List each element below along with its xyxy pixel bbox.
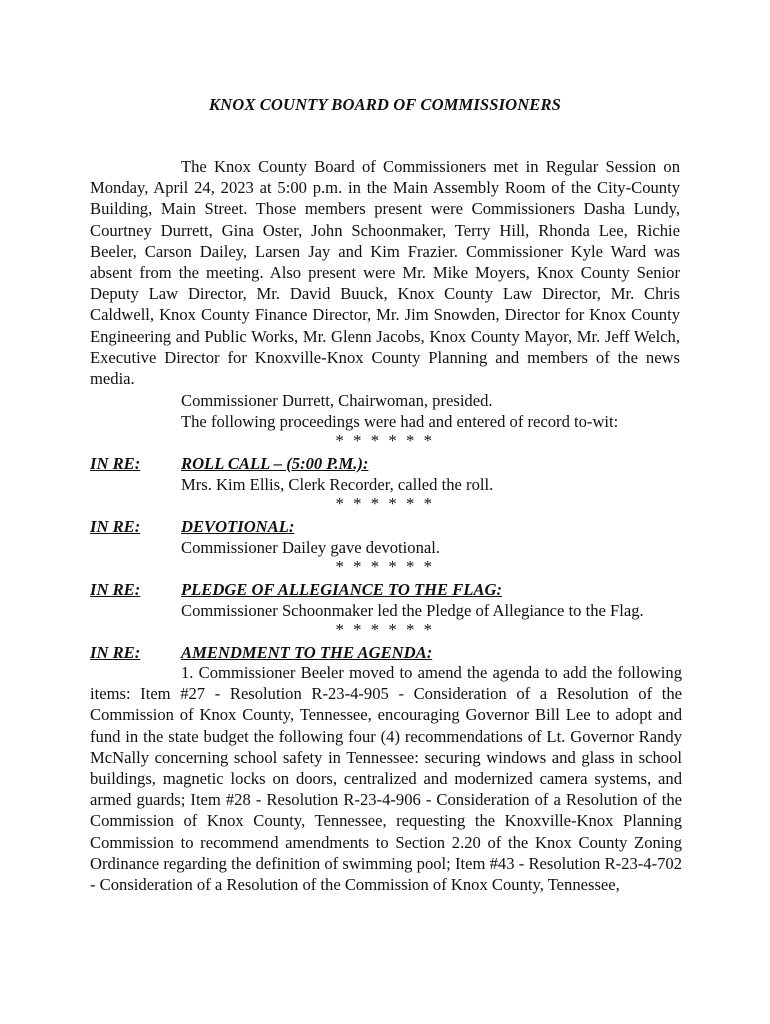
section-heading-devotional: DEVOTIONAL: <box>181 517 295 536</box>
in-re-label: IN RE: <box>90 454 141 473</box>
section-body-pledge: Commissioner Schoonmaker led the Pledge of Allegiance to the Flag. <box>181 601 644 620</box>
section-heading-roll-call: ROLL CALL – (5:00 P.M.): <box>181 454 369 473</box>
separator: * * * * * * <box>335 620 435 639</box>
intro-paragraph: The Knox County Board of Commissioners met in Regular Session on Monday, April 24, 2023 at 5:00 p.m. in the Main Assembly Room of the City-County Building, Main Street. Those members present were Commissioners Dasha Lundy, Courtney Durrett, Gina Oster, John Schoonmaker, Terry Hill, Rhonda Lee, Richie Beeler, Carson Dailey, Larsen Jay and Kim Frazier. Commissioner Kyle Ward was absent from the meeting. Also present were Mr. Mike Moyers, Knox County Senior Deputy Law Director, Mr. David Buuck, Knox County Law Director, Mr. Chris Caldwell, Knox County Finance Director, Mr. Jim Snowden, Director for Knox County Engineering and Public Works, Mr. Glenn Jacobs, Knox County Mayor, Mr. Jeff Welch, Executive Director for Knoxville-Knox County Planning and members of the news media. <box>90 157 680 389</box>
separator: * * * * * * <box>335 494 435 513</box>
separator: * * * * * * <box>335 431 435 450</box>
section-body-amendment: 1. Commissioner Beeler moved to amend the agenda to add the following items: Item #27 - Resolution R-23-4-905 - Consideration of a Resolution of the Commission of Knox County, Tennessee, encouraging Governor Bill Lee to adopt and fund in the state budget the following four (4) recommendations of Lt. Governor Randy McNally concerning school safety in Tennessee: securing windows and glass in school buildings, magnetic locks on doors, centralized and modernized camera systems, and armed guards; Item #28 - Resolution R-23-4-906 - Consideration of a Resolution of the Commission of Knox County, Tennessee, requesting the Knoxville-Knox Planning Commission to recommend amendments to Section 2.20 of the Knox County Zoning Ordinance regarding the definition of swimming pool; Item #43 - Resolution R-23-4-702 - Consideration of a Resolution of the Commission of Knox County, Tennessee, <box>90 663 682 895</box>
in-re-label: IN RE: <box>90 580 141 599</box>
in-re-label: IN RE: <box>90 643 141 662</box>
section-heading-amendment: AMENDMENT TO THE AGENDA: <box>181 643 433 662</box>
separator: * * * * * * <box>335 557 435 576</box>
section-heading-pledge: PLEDGE OF ALLEGIANCE TO THE FLAG: <box>181 580 503 599</box>
section-body-roll-call: Mrs. Kim Ellis, Clerk Recorder, called the roll. <box>181 475 494 494</box>
section-body-devotional: Commissioner Dailey gave devotional. <box>181 538 440 557</box>
proceedings-line: The following proceedings were had and entered of record to-wit: <box>181 412 619 431</box>
document-title: KNOX COUNTY BOARD OF COMMISSIONERS <box>209 95 561 114</box>
presided-line: Commissioner Durrett, Chairwoman, presided. <box>181 391 493 410</box>
in-re-label: IN RE: <box>90 517 141 536</box>
